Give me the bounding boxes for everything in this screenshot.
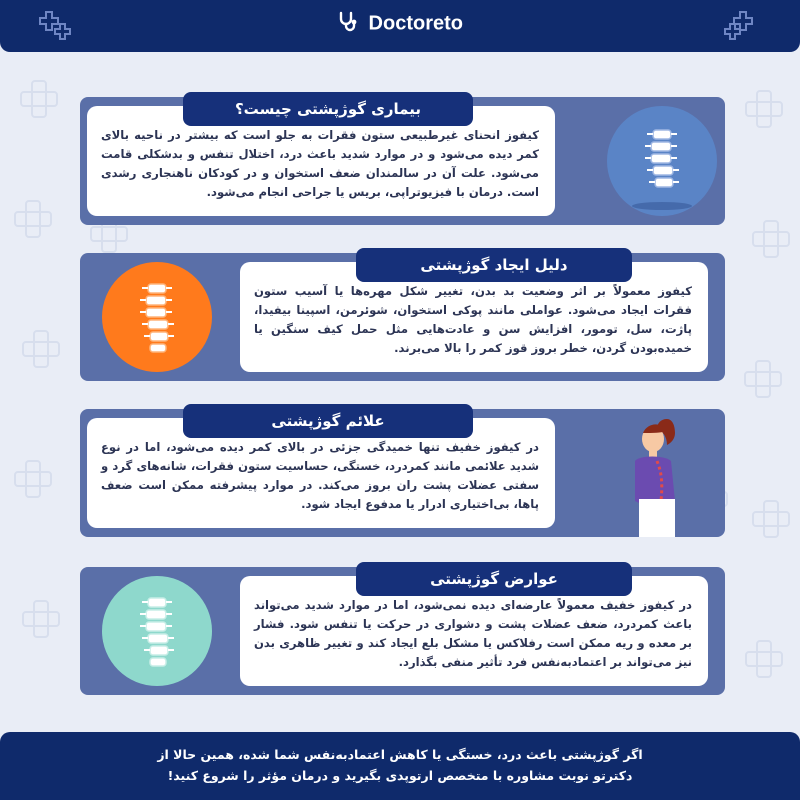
brand-logo[interactable] bbox=[0, 10, 800, 38]
spine-icon bbox=[102, 576, 212, 686]
woman-posture-icon bbox=[595, 413, 715, 537]
spine-illustration bbox=[102, 262, 212, 372]
section-body: در کیفوز خفیف تنها خمیدگی جزئی در بالای کمر دیده می‌شود، اما در نوع شدید علائمی مانند کمردرد، خستگی، حساسیت ستون فقرات، شانه‌های گرد و سفتی عضلات پشت ران بروز می‌کند. در موارد پیشرفته ممکن است ضعف پاها، بی‌اختیاری ادرار یا مدفوع ایجاد شود. bbox=[101, 440, 539, 511]
section-body: کیفوز معمولاً بر اثر وضعیت بد بدن، تغییر شکل مهره‌ها یا آسیب ستون فقرات ایجاد می‌شود. عواملی مانند پوکی استخوان، شوئرمن، اسپینا بیفیدا، پاژت، سل، تومور، افزایش سن و عادت‌هایی مثل حمل کیف سنگین یا خمیده‌بودن گردن، خطر بروز قوز کمر را بالا می‌برند. bbox=[254, 284, 692, 355]
medical-cross-icon bbox=[724, 8, 760, 44]
section-title: عوارض گوژپشتی bbox=[356, 562, 632, 596]
info-card bbox=[240, 256, 708, 372]
brand-name: Doctoreto bbox=[368, 12, 463, 35]
section-title: دلیل ایجاد گوژپشتی bbox=[356, 248, 632, 282]
info-card bbox=[240, 570, 708, 686]
section-what-is-kyphosis bbox=[80, 97, 725, 225]
cta-footer bbox=[0, 732, 800, 800]
section-body: کیفوز انحنای غیرطبیعی ستون فقرات به جلو است که بیشتر در ناحیه بالای کمر دیده می‌شود و در موارد شدید باعث درد، اختلال تنفس و بدشکلی قامت می‌شود. علت آن در سالمندان ضعف استخوان و در کودکان ناهنجاری رشدی است. درمان با فیزیوتراپی، بریس یا جراحی انجام می‌شود. bbox=[101, 128, 539, 199]
section-body: در کیفوز خفیف معمولاً عارضه‌ای دیده نمی‌شود، اما در موارد شدید می‌تواند باعث کمردرد، ضعف عضلات پشت و دشواری در حرکت یا تنفس شود. فشار بر معده و ریه ممکن است رفلاکس یا مشکل بلع ایجاد کند و تغییر ظاهری بدن نیز می‌تواند بر اعتمادبه‌نفس فرد تأثیر منفی بگذارد. bbox=[254, 598, 692, 669]
section-title: بیماری گوژپشتی چیست؟ bbox=[183, 92, 473, 126]
section-title: علائم گوژپشتی bbox=[183, 404, 473, 438]
info-card bbox=[87, 412, 555, 528]
spine-icon bbox=[607, 106, 717, 216]
header-bar bbox=[0, 0, 800, 52]
cta-line-2: دکترتو نوبت مشاوره با متخصص ارتوپدی بگیرید و درمان مؤثر را شروع کنید! bbox=[167, 768, 633, 783]
spine-illustration bbox=[102, 576, 212, 686]
cta-text bbox=[40, 744, 760, 786]
cta-line-1: اگر گوژپشتی باعث درد، خستگی یا کاهش اعتمادبه‌نفس شما شده، همین حالا از bbox=[157, 747, 643, 762]
section-causes bbox=[80, 253, 725, 381]
spine-illustration bbox=[607, 106, 717, 216]
spine-icon bbox=[102, 262, 212, 372]
stethoscope-icon bbox=[337, 10, 359, 38]
section-complications bbox=[80, 567, 725, 695]
info-card bbox=[87, 100, 555, 216]
section-symptoms bbox=[80, 409, 725, 537]
